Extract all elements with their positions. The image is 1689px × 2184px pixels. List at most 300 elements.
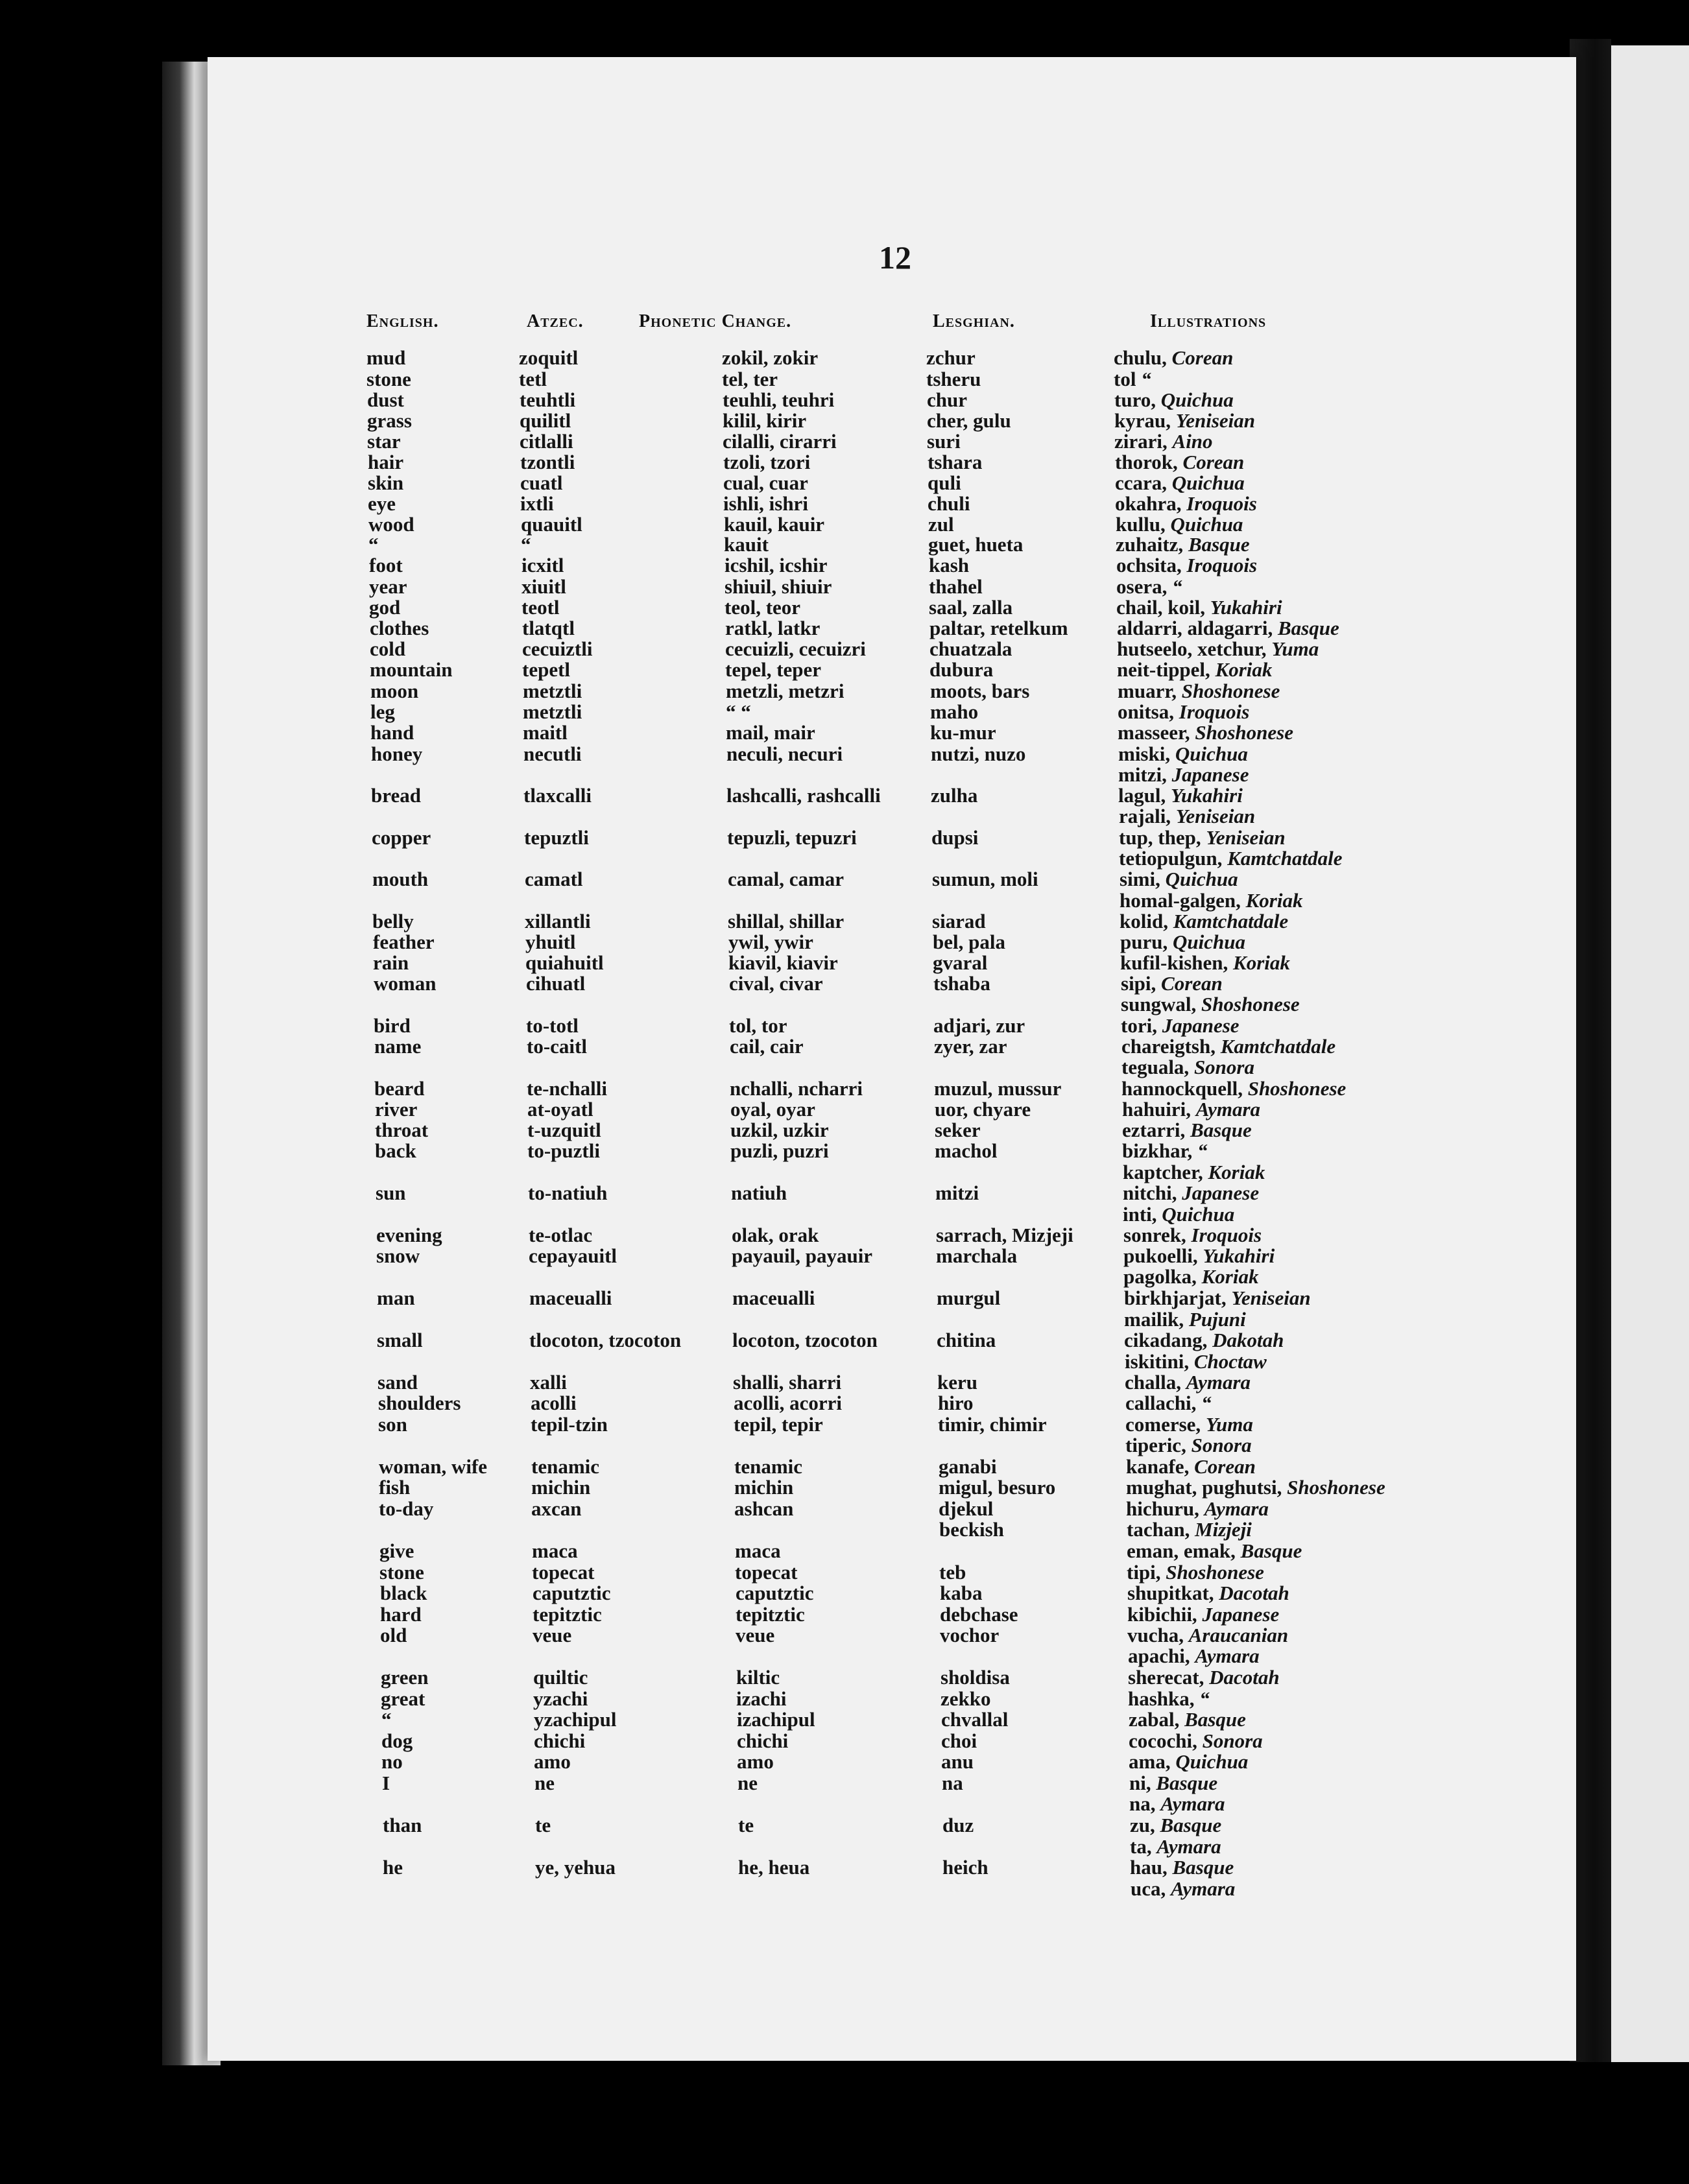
illustration-language: Sonora: [1193, 1056, 1254, 1078]
illustration: [1121, 973, 1223, 995]
table-row: [0, 701, 1689, 723]
illustration: [1124, 1329, 1284, 1351]
english-word: grass: [367, 409, 412, 432]
illustration-language: Basque: [1188, 533, 1250, 556]
english-word: belly: [372, 910, 414, 932]
table-row: [0, 1287, 1689, 1309]
english-word: stone: [379, 1561, 424, 1584]
lesghian-word: machol: [935, 1139, 998, 1162]
lesghian-word: na: [942, 1772, 963, 1794]
lesghian-word: chvallal: [941, 1708, 1009, 1731]
illustration-word: pagolka,: [1123, 1265, 1197, 1288]
illustration: [1129, 1751, 1248, 1773]
phonetic-change: tepil, tepir: [734, 1413, 823, 1436]
table-row: [0, 410, 1689, 432]
illustration: [1126, 1456, 1256, 1478]
aztec-word: teuhtli: [520, 388, 576, 411]
illustration-word: sonrek,: [1123, 1224, 1186, 1246]
english-word: wood: [368, 513, 414, 536]
aztec-word: quilitl: [520, 409, 571, 432]
phonetic-change: tenamic: [734, 1455, 803, 1478]
illustration-language: Shoshonese: [1247, 1077, 1347, 1100]
illustration: [1118, 701, 1249, 723]
illustration: [1127, 1540, 1302, 1562]
phonetic-change: camal, camar: [728, 868, 844, 890]
illustration-language: Aymara: [1186, 1371, 1251, 1394]
table-row: [0, 1857, 1689, 1879]
english-word: feather: [373, 931, 435, 953]
phonetic-change: lashcalli, rashcalli: [726, 784, 881, 807]
lesghian-word: tsheru: [926, 368, 981, 390]
english-word: river: [375, 1098, 418, 1121]
header-aztec: Atzec.: [527, 311, 584, 331]
illustration-word: mailik,: [1124, 1308, 1184, 1331]
table-row: [0, 1036, 1689, 1058]
english-word: rain: [373, 951, 409, 974]
illustration-word: kanafe,: [1126, 1455, 1190, 1478]
table-row: [0, 743, 1689, 765]
aztec-word: xalli: [530, 1371, 567, 1394]
illustration: [1129, 1772, 1217, 1794]
header-lesghian: Lesghian.: [933, 311, 1015, 331]
table-row: [0, 597, 1689, 619]
english-word: foot: [369, 554, 403, 576]
illustration-language: Kamtchatdale: [1173, 910, 1289, 932]
table-row: [0, 534, 1689, 556]
lesghian-word: choi: [941, 1729, 977, 1752]
phonetic-change: ratkl, latkr: [725, 617, 821, 639]
aztec-word: yzachi: [533, 1687, 588, 1710]
illustration: [1116, 514, 1243, 536]
english-word: leg: [370, 700, 395, 723]
lesghian-word: bel, pala: [933, 931, 1005, 953]
phonetic-change: cecuizli, cecuizri: [725, 637, 866, 660]
illustration: [1120, 931, 1245, 953]
illustration-word: callachi,: [1125, 1392, 1197, 1414]
table-row: [0, 1182, 1689, 1204]
english-word: fish: [379, 1476, 411, 1499]
table-row: [0, 472, 1689, 494]
lesghian-word: anu: [941, 1750, 974, 1773]
lesghian-word: kaba: [940, 1582, 983, 1604]
illustration: [1121, 1078, 1346, 1100]
lesghian-word: duz: [942, 1814, 974, 1836]
illustration: [1118, 722, 1293, 744]
english-word: bread: [371, 784, 421, 807]
lesghian-word: muzul, mussur: [934, 1077, 1062, 1100]
illustration-language: Dacotah: [1209, 1666, 1280, 1689]
aztec-word: cihuatl: [526, 972, 586, 995]
illustration-language: Quichua: [1162, 1203, 1235, 1226]
illustration: [1116, 576, 1182, 598]
illustration-word: kufil-kishen,: [1120, 951, 1228, 974]
aztec-word: tepetl: [522, 658, 571, 681]
english-word: honey: [371, 742, 423, 765]
phonetic-change: veue: [736, 1624, 775, 1646]
lesghian-word: keru: [937, 1371, 977, 1394]
aztec-word: tlocoton, tzocoton: [529, 1329, 682, 1351]
phonetic-change: tepel, teper: [725, 658, 822, 681]
english-word: green: [381, 1666, 429, 1689]
illustration-word: sipi,: [1121, 972, 1156, 995]
illustration-language: Basque: [1190, 1119, 1252, 1141]
aztec-word: to-caitl: [527, 1035, 587, 1058]
aztec-word: to-natiuh: [528, 1181, 608, 1204]
table-row: [0, 493, 1689, 515]
illustration-word: sherecat,: [1128, 1666, 1204, 1689]
table-row: [0, 1561, 1689, 1584]
illustration-language: Aymara: [1156, 1835, 1221, 1858]
lesghian-word: tshaba: [933, 972, 990, 995]
illustration: [1121, 1056, 1254, 1078]
aztec-word: icxitl: [521, 554, 564, 576]
illustration-word: neit-tippel,: [1117, 658, 1210, 681]
illustration-language: Aymara: [1195, 1098, 1261, 1121]
table-row: [0, 785, 1689, 807]
illustration: [1119, 848, 1343, 870]
table-row: [0, 1015, 1689, 1037]
illustration-language: Koriak: [1215, 658, 1273, 681]
table-row: [0, 1477, 1689, 1499]
phonetic-change: maca: [735, 1539, 781, 1562]
phonetic-change: michin: [734, 1476, 794, 1499]
phonetic-change: natiuh: [731, 1181, 787, 1204]
table-row: [0, 1140, 1689, 1162]
illustration: [1119, 805, 1255, 827]
table-row: [0, 1793, 1689, 1815]
illustration-language: Yukahiri: [1170, 784, 1243, 807]
illustration-word: rajali,: [1119, 805, 1171, 827]
illustration: [1128, 1667, 1280, 1689]
aztec-word: ixtli: [520, 492, 554, 515]
lesghian-word: chuatzala: [929, 637, 1012, 660]
illustration: [1129, 1709, 1246, 1731]
english-word: stone: [366, 368, 411, 390]
table-row: [0, 1709, 1689, 1731]
table-row: [0, 1878, 1689, 1900]
lesghian-word: quli: [928, 471, 961, 494]
lesghian-word: maho: [930, 700, 979, 723]
illustration: [1114, 431, 1213, 453]
illustration: [1120, 868, 1238, 890]
illustration: [1128, 1645, 1260, 1667]
lesghian-word: uor, chyare: [935, 1098, 1031, 1121]
english-word: mouth: [372, 868, 429, 890]
illustration-word: thorok,: [1115, 451, 1178, 473]
english-word: woman: [374, 972, 437, 995]
phonetic-change: teuhli, teuhri: [723, 388, 835, 411]
english-word: I: [382, 1772, 390, 1794]
aztec-word: metztli: [523, 680, 582, 702]
table-row: [0, 368, 1689, 390]
phonetic-change: locoton, tzocoton: [732, 1329, 878, 1351]
illustration-word: birkhjarjat,: [1124, 1287, 1227, 1309]
aztec-word: xiuitl: [521, 575, 566, 598]
phonetic-change: cual, cuar: [723, 471, 808, 494]
aztec-word: maitl: [523, 721, 568, 744]
illustration-word: simi,: [1120, 868, 1160, 890]
table-row: [0, 1056, 1689, 1078]
illustration-language: Japanese: [1162, 1014, 1240, 1037]
illustration-word: mitzi,: [1118, 763, 1167, 786]
phonetic-change: olak, orak: [732, 1224, 819, 1246]
table-row: [0, 931, 1689, 953]
lesghian-word: zchur: [926, 346, 976, 369]
phonetic-change: payauil, payauir: [732, 1244, 873, 1267]
english-word: no: [381, 1750, 403, 1773]
illustration: [1123, 1266, 1258, 1288]
lesghian-word: gvaral: [933, 951, 988, 974]
illustration: [1127, 1624, 1288, 1646]
lesghian-word: paltar, retelkum: [929, 617, 1068, 639]
illustration-word: challa,: [1125, 1371, 1181, 1394]
illustration-word: chareigtsh,: [1121, 1035, 1216, 1058]
lesghian-word: heich: [942, 1856, 988, 1879]
lesghian-word: zekko: [940, 1687, 991, 1710]
lesghian-word: dupsi: [931, 826, 979, 849]
aztec-word: quauitl: [521, 513, 582, 536]
illustration: [1130, 1857, 1234, 1879]
aztec-word: necutli: [523, 742, 582, 765]
illustration-language: Koriak: [1245, 889, 1303, 912]
illustration-word: zuhaitz,: [1116, 533, 1184, 556]
phonetic-change: ne: [737, 1772, 758, 1794]
lesghian-word: djekul: [939, 1497, 994, 1520]
english-word: eye: [368, 492, 396, 515]
english-word: beard: [374, 1077, 425, 1100]
lesghian-word: marchala: [936, 1244, 1018, 1267]
table-row: [0, 1309, 1689, 1331]
illustration: [1118, 743, 1248, 765]
illustration-word: chulu,: [1114, 346, 1167, 369]
illustration: [1123, 1245, 1275, 1267]
aztec-word: amo: [534, 1750, 571, 1773]
aztec-word: axcan: [531, 1497, 582, 1520]
illustration-language: Iroquois: [1179, 700, 1250, 723]
illustration-word: kyrau,: [1114, 409, 1171, 432]
illustration-word: osera,: [1116, 575, 1168, 598]
illustration-word: ochsita,: [1116, 554, 1182, 576]
illustration-language: Quichua: [1172, 931, 1245, 953]
illustration: [1125, 1414, 1253, 1436]
table-row: [0, 1498, 1689, 1520]
table-row: [0, 617, 1689, 639]
illustration-language: Japanese: [1171, 763, 1249, 786]
english-word: hand: [370, 721, 414, 744]
illustration: [1123, 1204, 1234, 1226]
aztec-word: zoquitl: [519, 346, 579, 369]
illustration: [1124, 1287, 1311, 1309]
illustration-language: Yuma: [1271, 637, 1319, 660]
illustration: [1117, 617, 1339, 639]
lesghian-word: sholdisa: [940, 1666, 1010, 1689]
phonetic-change: kiltic: [736, 1666, 780, 1689]
table-row: [0, 1772, 1689, 1794]
table-row: [0, 1456, 1689, 1478]
phonetic-change: tepitztic: [736, 1603, 805, 1626]
illustration-word: na,: [1129, 1792, 1156, 1815]
illustration: [1118, 680, 1280, 702]
table-row: [0, 1582, 1689, 1604]
illustration-language: Quichua: [1170, 513, 1243, 536]
illustration-language: “: [1197, 1139, 1208, 1162]
illustration-language: “: [1201, 1392, 1212, 1414]
illustration-language: Basque: [1172, 1856, 1234, 1879]
illustration-language: Shoshonese: [1195, 721, 1293, 744]
illustration: [1123, 1161, 1265, 1183]
illustration: [1127, 1604, 1279, 1626]
illustration-language: Kamtchatdale: [1220, 1035, 1336, 1058]
illustration: [1127, 1519, 1252, 1541]
phonetic-change: metzli, metzri: [726, 680, 844, 702]
lesghian-word: teb: [939, 1561, 966, 1584]
table-row: [0, 1836, 1689, 1858]
illustration-language: Basque: [1184, 1708, 1246, 1731]
illustration: [1120, 890, 1302, 912]
phonetic-change: shillal, shillar: [728, 910, 844, 932]
illustration: [1131, 1878, 1235, 1900]
phonetic-change: cilalli, cirarri: [723, 430, 837, 453]
illustration-word: hannockquell,: [1121, 1077, 1243, 1100]
aztec-word: chichi: [534, 1729, 586, 1752]
illustration-word: miski,: [1118, 742, 1171, 765]
table-row: [0, 638, 1689, 660]
phonetic-change: shalli, sharri: [733, 1371, 842, 1394]
illustration: [1120, 952, 1290, 974]
illustration-word: kullu,: [1116, 513, 1166, 536]
illustration-word: eman, emak,: [1127, 1539, 1236, 1562]
aztec-word: te: [535, 1814, 551, 1836]
aztec-word: tepuztli: [524, 826, 589, 849]
illustration: [1117, 659, 1272, 681]
lesghian-word: ganabi: [939, 1455, 997, 1478]
aztec-word: tenamic: [531, 1455, 600, 1478]
header-illustrations: Illustrations: [1150, 311, 1267, 331]
aztec-word: teotl: [521, 596, 560, 619]
aztec-word: tlatqtl: [522, 617, 575, 639]
illustration-word: chail, koil,: [1116, 596, 1205, 619]
phonetic-change: zokil, zokir: [722, 346, 819, 369]
illustration-word: zirari,: [1114, 430, 1168, 453]
aztec-word: xillantli: [525, 910, 591, 932]
illustration: [1114, 347, 1233, 369]
table-row: [0, 1098, 1689, 1121]
table-row: [0, 1751, 1689, 1773]
lesghian-word: mitzi: [935, 1181, 979, 1204]
aztec-word: tlaxcalli: [523, 784, 592, 807]
phonetic-change: shiuil, shiuir: [725, 575, 832, 598]
english-word: star: [367, 430, 401, 453]
aztec-word: maca: [532, 1539, 578, 1562]
illustration-word: ta,: [1130, 1835, 1152, 1858]
illustration-language: Corean: [1194, 1455, 1256, 1478]
illustration-language: Yeniseian: [1206, 826, 1286, 849]
lesghian-word: migul, besuro: [939, 1476, 1056, 1499]
table-row: [0, 1688, 1689, 1710]
english-word: evening: [376, 1224, 442, 1246]
aztec-word: tepil-tzin: [531, 1413, 608, 1436]
table-row: [0, 1119, 1689, 1141]
illustration-word: bizkhar,: [1122, 1139, 1193, 1162]
illustration: [1121, 1036, 1336, 1058]
illustration-language: Quichua: [1160, 388, 1234, 411]
lesghian-word: murgul: [937, 1287, 1001, 1309]
illustration-word: masseer,: [1118, 721, 1190, 744]
english-word: dust: [367, 388, 404, 411]
lesghian-word: suri: [927, 430, 961, 453]
illustration-word: eztarri,: [1122, 1119, 1186, 1141]
english-word: year: [369, 575, 407, 598]
illustration-word: pukoelli,: [1123, 1244, 1198, 1267]
english-word: snow: [376, 1244, 420, 1267]
illustration-language: Mizjeji: [1195, 1518, 1252, 1541]
table-row: [0, 659, 1689, 681]
illustration-word: ama,: [1129, 1750, 1171, 1773]
illustration-language: “: [1172, 575, 1182, 598]
aztec-word: quiltic: [533, 1666, 588, 1689]
lesghian-word: tshara: [928, 451, 983, 473]
illustration-language: Yeniseian: [1231, 1287, 1311, 1309]
illustration: [1123, 1182, 1259, 1204]
lesghian-word: chitina: [937, 1329, 996, 1351]
illustration-word: mughat, pughutsi,: [1126, 1476, 1282, 1499]
lesghian-word: hiro: [938, 1392, 974, 1414]
illustration-word: kolid,: [1120, 910, 1168, 932]
aztec-word: cecuiztli: [522, 637, 593, 660]
illustration-word: ni,: [1129, 1772, 1151, 1794]
phonetic-change: “ “: [726, 700, 751, 723]
phonetic-change: ashcan: [734, 1497, 794, 1520]
page-number: 12: [879, 239, 911, 276]
illustration: [1121, 1015, 1240, 1037]
illustration: [1127, 1582, 1289, 1604]
english-word: mud: [366, 346, 406, 369]
english-word: clothes: [370, 617, 429, 639]
table-row: [0, 1351, 1689, 1373]
illustration-word: homal-galgen,: [1120, 889, 1241, 912]
english-word: man: [377, 1287, 415, 1309]
english-word: skin: [368, 471, 404, 494]
table-row: [0, 1371, 1689, 1394]
aztec-word: tepitztic: [533, 1603, 602, 1626]
illustration-word: inti,: [1123, 1203, 1157, 1226]
lesghian-word: sarrach, Mizjeji: [936, 1224, 1073, 1246]
illustration: [1124, 1309, 1246, 1331]
illustration: [1115, 451, 1244, 473]
illustration: [1116, 534, 1250, 556]
table-row: [0, 848, 1689, 870]
phonetic-change: izachi: [736, 1687, 787, 1710]
illustration: [1115, 493, 1257, 515]
aztec-word: yhuitl: [525, 931, 576, 953]
aztec-word: veue: [533, 1624, 572, 1646]
illustration-word: shupitkat,: [1127, 1582, 1214, 1604]
lesghian-word: ku-mur: [930, 721, 996, 744]
phonetic-change: teol, teor: [725, 596, 801, 619]
phonetic-change: tol, tor: [729, 1014, 787, 1037]
table-row: [0, 722, 1689, 744]
illustration-language: Quichua: [1171, 471, 1245, 494]
table-row: [0, 1078, 1689, 1100]
illustration-language: Dakotah: [1212, 1329, 1284, 1351]
phonetic-change: icshil, icshir: [725, 554, 828, 576]
table-row: [0, 389, 1689, 411]
aztec-word: michin: [531, 1476, 591, 1499]
illustration: [1116, 554, 1257, 576]
table-row: [0, 1434, 1689, 1456]
aztec-word: to-totl: [526, 1014, 579, 1037]
table-row: [0, 1624, 1689, 1646]
